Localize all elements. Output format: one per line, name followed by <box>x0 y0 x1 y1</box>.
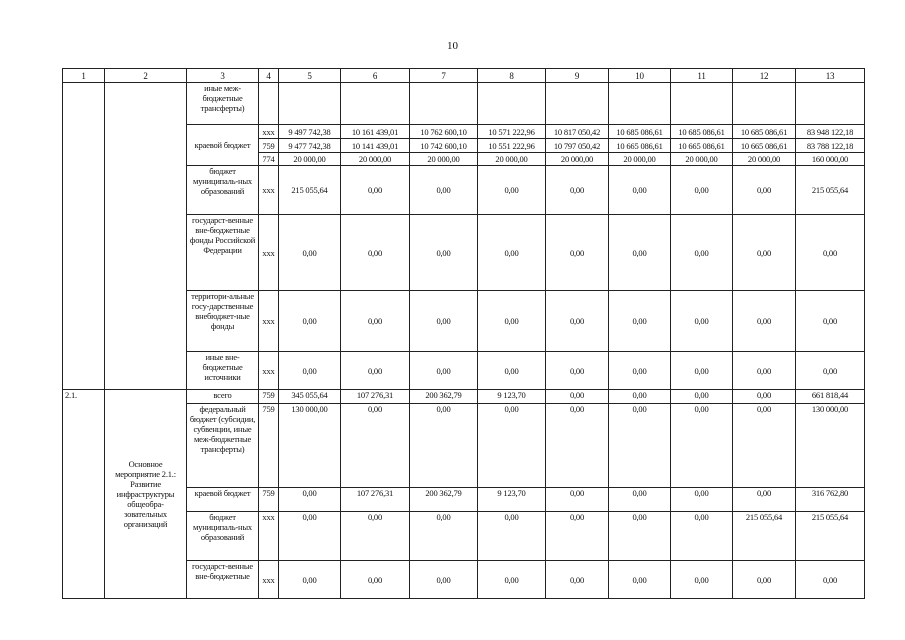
value-cell: 0,00 <box>546 215 609 291</box>
value-cell: 0,00 <box>546 390 609 404</box>
value-cell: 0,00 <box>410 215 478 291</box>
source-cell: бюджет муниципаль-ных образований <box>187 512 259 561</box>
value-cell: 20 000,00 <box>478 153 546 166</box>
source-cell: федеральный бюджет (субсидии, субвенции, иные меж-бюджетные трансферты) <box>187 404 259 488</box>
value-cell: 107 276,31 <box>341 488 410 512</box>
value-cell: 10 571 222,96 <box>478 125 546 139</box>
code-cell: ххх <box>259 352 279 390</box>
value-cell: 0,00 <box>671 512 733 561</box>
value-cell: 10 665 086,61 <box>609 139 671 153</box>
value-cell: 0,00 <box>279 512 341 561</box>
value-cell: 10 665 086,61 <box>733 139 796 153</box>
value-cell: 20 000,00 <box>279 153 341 166</box>
value-cell: 10 817 050,42 <box>546 125 609 139</box>
value-cell: 0,00 <box>733 352 796 390</box>
value-cell: 0,00 <box>478 215 546 291</box>
value-cell: 0,00 <box>671 488 733 512</box>
value-cell: 0,00 <box>796 215 865 291</box>
code-cell: ххх <box>259 125 279 139</box>
value-cell: 0,00 <box>410 291 478 352</box>
value-cell: 0,00 <box>671 561 733 599</box>
header-cell: 6 <box>341 69 410 83</box>
value-cell: 0,00 <box>733 166 796 215</box>
value-cell: 0,00 <box>671 390 733 404</box>
page-number: 10 <box>447 40 458 52</box>
value-cell: 0,00 <box>609 404 671 488</box>
code-cell <box>259 83 279 125</box>
value-cell: 160 000,00 <box>796 153 865 166</box>
value-cell: 10 141 439,01 <box>341 139 410 153</box>
value-cell: 0,00 <box>546 488 609 512</box>
value-cell: 0,00 <box>733 390 796 404</box>
value-cell: 9 123,70 <box>478 488 546 512</box>
row-number-cell <box>63 83 105 390</box>
value-cell <box>279 83 341 125</box>
code-cell: ххх <box>259 215 279 291</box>
value-cell: 0,00 <box>410 512 478 561</box>
value-cell: 0,00 <box>341 215 410 291</box>
row-number-cell: 2.1. <box>63 390 105 599</box>
value-cell: 83 948 122,18 <box>796 125 865 139</box>
value-cell <box>609 83 671 125</box>
value-cell: 215 055,64 <box>796 166 865 215</box>
source-cell: краевой бюджет <box>187 488 259 512</box>
code-cell: 759 <box>259 390 279 404</box>
value-cell: 20 000,00 <box>733 153 796 166</box>
value-cell <box>341 83 410 125</box>
value-cell: 20 000,00 <box>341 153 410 166</box>
description-cell: Основное мероприятие 2.1.: Развитие инфраструктуры общеобра-зовательных организаций <box>105 390 187 599</box>
value-cell: 0,00 <box>546 291 609 352</box>
value-cell: 316 762,80 <box>796 488 865 512</box>
value-cell: 0,00 <box>478 166 546 215</box>
source-cell: государст-венные вне-бюджетные фонды Российской Федерации <box>187 215 259 291</box>
code-cell: ххх <box>259 561 279 599</box>
value-cell: 345 055,64 <box>279 390 341 404</box>
header-cell: 7 <box>410 69 478 83</box>
header-cell: 8 <box>478 69 546 83</box>
value-cell: 0,00 <box>410 404 478 488</box>
value-cell: 10 685 086,61 <box>733 125 796 139</box>
value-cell: 0,00 <box>733 561 796 599</box>
value-cell <box>733 83 796 125</box>
value-cell: 20 000,00 <box>546 153 609 166</box>
value-cell: 130 000,00 <box>796 404 865 488</box>
source-cell: бюджет муниципаль-ных образований <box>187 166 259 215</box>
table-row <box>63 390 865 404</box>
value-cell: 200 362,79 <box>410 390 478 404</box>
value-cell: 0,00 <box>609 352 671 390</box>
value-cell: 0,00 <box>609 488 671 512</box>
value-cell: 0,00 <box>478 352 546 390</box>
value-cell: 10 742 600,10 <box>410 139 478 153</box>
table-row <box>63 83 865 125</box>
value-cell: 0,00 <box>279 215 341 291</box>
code-cell: 759 <box>259 488 279 512</box>
source-cell: территори-альные госу-дарственные внебюджет-ные фонды <box>187 291 259 352</box>
value-cell: 10 797 050,42 <box>546 139 609 153</box>
value-cell: 0,00 <box>609 512 671 561</box>
value-cell: 20 000,00 <box>609 153 671 166</box>
value-cell: 0,00 <box>478 291 546 352</box>
value-cell: 0,00 <box>733 215 796 291</box>
value-cell: 0,00 <box>341 561 410 599</box>
value-cell: 0,00 <box>733 488 796 512</box>
value-cell: 130 000,00 <box>279 404 341 488</box>
value-cell <box>546 83 609 125</box>
value-cell: 10 551 222,96 <box>478 139 546 153</box>
value-cell: 10 161 439,01 <box>341 125 410 139</box>
value-cell: 215 055,64 <box>733 512 796 561</box>
value-cell: 0,00 <box>609 561 671 599</box>
header-cell: 10 <box>609 69 671 83</box>
code-cell: 774 <box>259 153 279 166</box>
header-cell: 5 <box>279 69 341 83</box>
value-cell: 0,00 <box>546 404 609 488</box>
header-cell: 11 <box>671 69 733 83</box>
value-cell: 0,00 <box>609 390 671 404</box>
value-cell: 0,00 <box>279 561 341 599</box>
value-cell: 20 000,00 <box>410 153 478 166</box>
value-cell: 0,00 <box>671 352 733 390</box>
header-cell: 4 <box>259 69 279 83</box>
code-cell: ххх <box>259 291 279 352</box>
source-cell: краевой бюджет <box>187 125 259 166</box>
value-cell: 0,00 <box>546 561 609 599</box>
value-cell: 10 685 086,61 <box>609 125 671 139</box>
value-cell: 0,00 <box>410 352 478 390</box>
value-cell: 9 477 742,38 <box>279 139 341 153</box>
header-cell: 3 <box>187 69 259 83</box>
value-cell: 0,00 <box>609 291 671 352</box>
source-cell: всего <box>187 390 259 404</box>
value-cell: 0,00 <box>478 561 546 599</box>
value-cell: 0,00 <box>279 291 341 352</box>
code-cell: 759 <box>259 139 279 153</box>
value-cell <box>478 83 546 125</box>
value-cell: 0,00 <box>279 352 341 390</box>
value-cell: 0,00 <box>609 215 671 291</box>
value-cell: 107 276,31 <box>341 390 410 404</box>
description-cell <box>105 83 187 390</box>
source-cell: государст-венные вне-бюджетные <box>187 561 259 599</box>
value-cell: 0,00 <box>671 215 733 291</box>
header-cell: 1 <box>63 69 105 83</box>
value-cell: 0,00 <box>341 512 410 561</box>
header-cell: 12 <box>733 69 796 83</box>
value-cell: 0,00 <box>671 166 733 215</box>
header-cell: 2 <box>105 69 187 83</box>
value-cell: 0,00 <box>279 488 341 512</box>
header-cell: 13 <box>796 69 865 83</box>
value-cell: 0,00 <box>546 352 609 390</box>
value-cell: 0,00 <box>410 561 478 599</box>
value-cell: 0,00 <box>341 352 410 390</box>
code-cell: ххх <box>259 166 279 215</box>
value-cell: 215 055,64 <box>279 166 341 215</box>
value-cell: 10 762 600,10 <box>410 125 478 139</box>
header-row <box>63 69 865 83</box>
value-cell: 200 362,79 <box>410 488 478 512</box>
value-cell: 20 000,00 <box>671 153 733 166</box>
value-cell: 0,00 <box>671 404 733 488</box>
value-cell: 9 123,70 <box>478 390 546 404</box>
source-cell: иные меж-бюджетные трансферты) <box>187 83 259 125</box>
value-cell: 0,00 <box>410 166 478 215</box>
code-cell: 759 <box>259 404 279 488</box>
value-cell <box>796 83 865 125</box>
value-cell: 0,00 <box>546 166 609 215</box>
value-cell: 0,00 <box>733 291 796 352</box>
value-cell: 0,00 <box>478 404 546 488</box>
code-cell: ххх <box>259 512 279 561</box>
value-cell: 0,00 <box>478 512 546 561</box>
value-cell: 0,00 <box>671 291 733 352</box>
value-cell: 0,00 <box>341 291 410 352</box>
budget-table <box>62 68 865 599</box>
value-cell: 0,00 <box>341 166 410 215</box>
value-cell: 0,00 <box>733 404 796 488</box>
value-cell: 0,00 <box>546 512 609 561</box>
value-cell: 10 665 086,61 <box>671 139 733 153</box>
value-cell: 0,00 <box>796 352 865 390</box>
value-cell: 0,00 <box>341 404 410 488</box>
value-cell: 0,00 <box>796 291 865 352</box>
value-cell: 83 788 122,18 <box>796 139 865 153</box>
value-cell: 9 497 742,38 <box>279 125 341 139</box>
value-cell: 0,00 <box>796 561 865 599</box>
value-cell: 0,00 <box>609 166 671 215</box>
value-cell: 661 818,44 <box>796 390 865 404</box>
value-cell: 10 685 086,61 <box>671 125 733 139</box>
source-cell: иные вне-бюджетные источники <box>187 352 259 390</box>
value-cell <box>671 83 733 125</box>
value-cell: 215 055,64 <box>796 512 865 561</box>
header-cell: 9 <box>546 69 609 83</box>
value-cell <box>410 83 478 125</box>
